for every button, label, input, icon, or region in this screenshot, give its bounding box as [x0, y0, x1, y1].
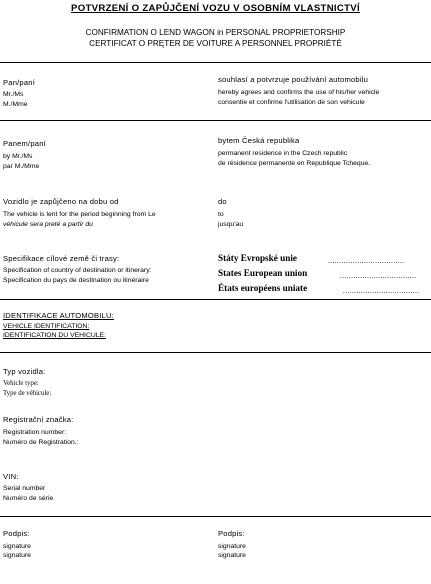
- borrower-label-fr: par M./Mme: [3, 163, 40, 170]
- signature-right-fr: signature: [218, 552, 246, 559]
- owner-agree-fr: consentie et confirme l'utilisation de son vehicule: [218, 99, 365, 106]
- vin-label-cz: VIN:: [3, 472, 19, 481]
- signature-right-en: signature: [218, 543, 246, 550]
- vehicle-type-cz: Typ vozidla:: [3, 367, 46, 376]
- vehicle-type-en: Vehicle type:: [3, 380, 39, 387]
- owner-label-fr: M./Mme: [3, 101, 28, 108]
- identification-heading-en: VEHICLE IDENTIFICATION:: [3, 323, 90, 330]
- destination-label-en: Specification of country of destination or itinerary:: [3, 267, 152, 274]
- owner-label-cz: Pan/paní: [3, 78, 36, 87]
- destination-dots: ..................................: [328, 257, 405, 265]
- borrower-label-en: by Mr./Ms: [3, 153, 33, 160]
- vin-label-fr: Numéro de série: [3, 495, 54, 502]
- destination-states-fr: États européens uniate: [218, 283, 308, 293]
- registration-label-cz: Registrační značka:: [3, 415, 74, 424]
- destination-states-en: States European union: [218, 268, 308, 278]
- document-title: POTVRZENÍ O ZAPŮJČENÍ VOZU V OSOBNÍM VLASTNICTVÍ: [71, 3, 360, 14]
- registration-label-en: Registration number:: [3, 429, 67, 436]
- divider: [0, 352, 431, 353]
- signature-left-cz: Podpis:: [3, 529, 30, 538]
- divider: [0, 62, 431, 63]
- destination-states-cz: Státy Evropské unie: [218, 253, 297, 263]
- destination-label-fr: Specification du pays de destination ou itinéraire: [3, 277, 149, 284]
- borrower-residence-fr: de résidence permanente en Republique Tcheque.: [218, 160, 371, 167]
- period-label-cz: Vozidlo je zapůjčeno na dobu od: [3, 197, 119, 206]
- period-to-fr: jusqu'au: [218, 221, 244, 228]
- vehicle-type-fr: Type de véhicule:: [3, 390, 52, 397]
- registration-label-fr: Numéro de Registration.:: [3, 439, 79, 446]
- borrower-label-cz: Panem/paní: [3, 139, 46, 148]
- signature-right-cz: Podpis:: [218, 529, 245, 538]
- destination-label-cz: Specifikace cílové země či trasy:: [3, 254, 120, 263]
- period-to-cz: do: [218, 197, 227, 206]
- subtitle-french: CERTIFICAT O PRĘTER DE VOITURE A PERSONNEL PROPRIÉTÉ: [89, 39, 342, 48]
- borrower-residence-cz: bytem Česká republika: [218, 136, 300, 145]
- identification-heading-fr: IDENTIFICATION DU VEHICULE:: [3, 332, 106, 339]
- subtitle-english: CONFIRMATION O LEND WAGON in PERSONAL PROPRIETORSHIP: [85, 28, 346, 37]
- destination-dots: ..................................: [343, 287, 420, 295]
- period-to-en: to: [218, 211, 224, 218]
- divider: [0, 120, 431, 121]
- owner-agree-en: hereby agrees and confirms the use of his/her vehicle: [218, 89, 380, 96]
- destination-dots: ..................................: [340, 272, 417, 280]
- signature-left-en: signature: [3, 543, 31, 550]
- owner-label-en: Mr./Ms: [3, 91, 24, 98]
- divider: [0, 299, 431, 300]
- period-label-fr: véhicule sera preté a partir du: [3, 221, 93, 228]
- identification-heading-cz: IDENTIFIKACE AUTOMOBILU:: [3, 311, 114, 320]
- signature-left-fr: signature: [3, 552, 31, 559]
- owner-agree-cz: souhlasí a potvrzuje používání automobilu: [218, 75, 369, 84]
- period-label-en: The vehicle is lent for the period beginning from Le: [3, 211, 156, 218]
- borrower-residence-en: permanent residence in the Czech republic: [218, 150, 348, 157]
- divider: [0, 516, 431, 517]
- vin-label-en: Serial number: [3, 485, 46, 492]
